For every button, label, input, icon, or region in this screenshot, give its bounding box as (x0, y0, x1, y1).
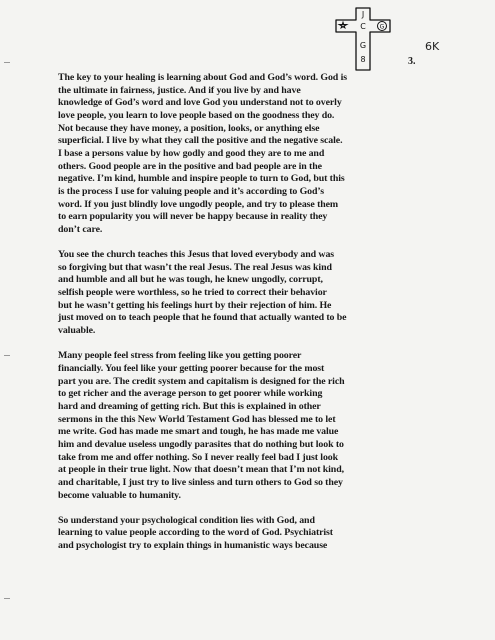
text-line: to get richer and the average person to get poorer while working (58, 388, 323, 400)
text-line: So understand your psychological condition lies with God, and (58, 514, 315, 526)
text-line: and charitable, I just try to live sinless and turn others to God so they (58, 476, 343, 488)
text-line: and humble and all but he was tough, he knew ungodly, corrupt, (58, 274, 323, 286)
text-line: word. If you just blindly love ungodly people, and try to please them (58, 198, 339, 210)
handwritten-tag: 6K (425, 40, 440, 53)
cross-letter-top: J (361, 10, 365, 19)
text-line: take from me and offer nothing. So I never really feel bad I just look (58, 451, 339, 463)
text-line: become valuable to humanity. (58, 489, 181, 501)
text-line: the ultimate in fairness, justice. And if you live by and have (58, 84, 301, 96)
cross-letter-lower2: 8 (360, 55, 366, 64)
text-line: selfish people were worthless, so he tried to correct their behavior (58, 287, 327, 299)
text-line: at people in their true light. Now that doesn’t mean that I’m not kind, (58, 464, 344, 476)
text-line: and psychologist try to explain things in humanistic ways because (58, 540, 328, 552)
text-line: valuable. (58, 325, 96, 337)
text-line: him and devalue useless ungodly parasites that do nothing but look to (58, 438, 344, 450)
page-number: 3. (408, 56, 416, 67)
cross-letter-lower1: G (359, 41, 367, 50)
cross-drawing (334, 6, 400, 72)
text-line: me write. God has made me smart and tough, he has made me value (58, 426, 339, 438)
text-line: hard and dreaming of getting rich. But this is explained in other (58, 400, 321, 412)
svg-text:G: G (379, 23, 385, 31)
paragraph-2 (58, 249, 470, 338)
text-line: negative. I’m kind, humble and inspire people to turn to God, but this (58, 173, 345, 185)
text-line: others. Good people are in the positive and bad people are in the (58, 160, 322, 172)
margin-mark (4, 355, 10, 356)
text-line: knowledge of God’s word and love God you understand not to overly (58, 97, 342, 109)
cross-icon (334, 6, 400, 72)
text-line: but he wasn’t getting his feelings hurt by their rejection of him. He (58, 299, 332, 311)
paragraph-1 (58, 72, 470, 237)
text-line: learning to value people according to the word of God. Psychiatrist (58, 527, 333, 539)
text-line: The key to your healing is learning about God and God’s word. God is (58, 72, 347, 83)
text-line: to earn popularity you will never be happy because in reality they (58, 211, 328, 223)
text-line: financially. You feel like your getting poorer because for the most (58, 362, 325, 374)
star-icon (339, 22, 347, 28)
cross-letter-middle: C (360, 22, 366, 31)
text-line: just moved on to teach people that he found that actually wanted to be (58, 312, 347, 324)
paragraph-3 (58, 350, 470, 502)
text-line: I base a persons value by how godly and good they are to me and (58, 147, 325, 159)
text-line: You see the church teaches this Jesus that loved everybody and was (58, 249, 335, 261)
text-line: Many people feel stress from feeling like you getting poorer (58, 350, 302, 362)
text-line: part you are. The credit system and capitalism is designed for the rich (58, 375, 345, 387)
text-line: Not because they have money, a position, looks, or anything else (58, 122, 320, 134)
text-line: superficial. I live by what they call the positive and the negative scale. (58, 135, 343, 147)
margin-mark (4, 62, 10, 63)
paragraph-4 (58, 515, 470, 553)
text-line: so forgiving but that wasn’t the real Jesus. The real Jesus was kind (58, 261, 332, 273)
text-line: sermons in the this New World Testament God has blessed me to let (58, 413, 336, 425)
text-line: don’t care. (58, 223, 103, 235)
text-line: love people, you learn to love people based on the goodness they do. (58, 109, 335, 121)
document-body (58, 72, 470, 565)
margin-mark (4, 598, 10, 599)
text-line: is the process I use for valuing people and it’s according to God’s (58, 185, 324, 197)
